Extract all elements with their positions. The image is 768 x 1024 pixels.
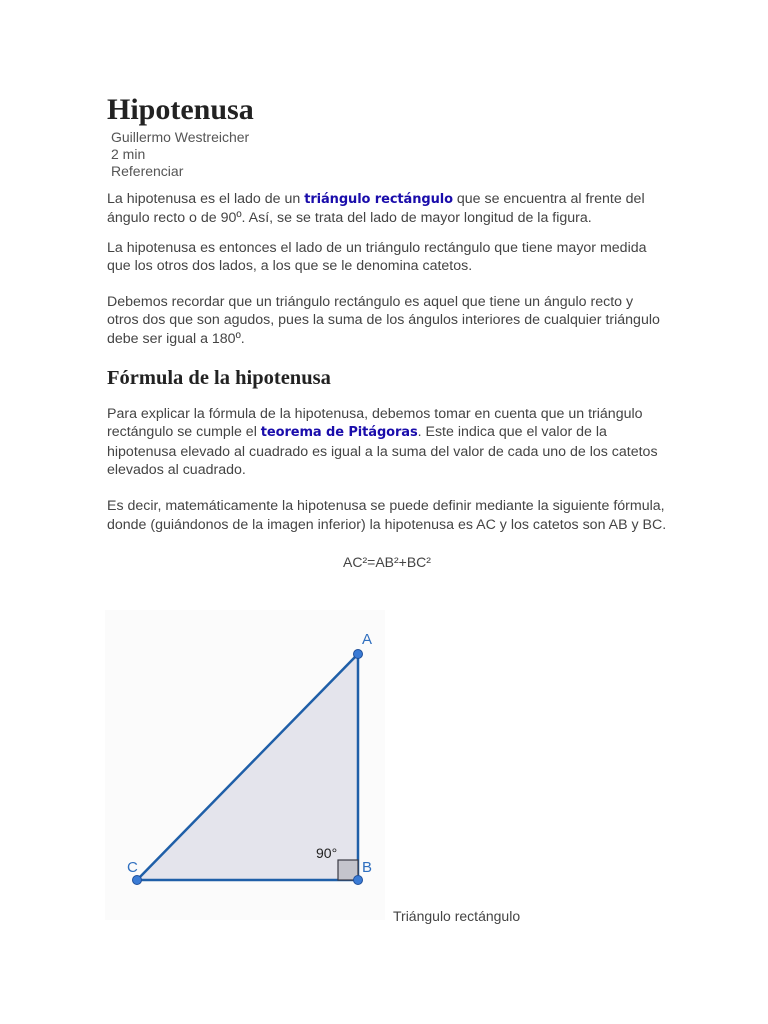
formula: AC²=AB²+BC² <box>343 553 431 570</box>
intro-paragraph-3: Debemos recordar que un triángulo rectángulo es aquel que tiene un ángulo recto y otros dos que son agudos, pues la suma de los ángulos interiores de cualquier triángulo debe ser igual a 180º. <box>107 294 660 347</box>
point-b <box>354 876 363 885</box>
angle-label: 90° <box>316 845 338 861</box>
article <box>107 92 667 571</box>
link-triangulo-rectangulo[interactable]: triángulo rectángulo <box>304 192 453 207</box>
point-c <box>133 876 142 885</box>
page-title: Hipotenusa <box>107 93 254 126</box>
point-a <box>354 650 363 659</box>
right-triangle-figure <box>105 610 385 920</box>
label-a: A <box>362 631 373 648</box>
intro-paragraph-2: La hipotenusa es entonces el lado de un triángulo rectángulo que tiene mayor medida que los otros dos lados, a los que se le denomina catetos. <box>107 239 647 274</box>
figure-caption: Triángulo rectángulo <box>393 908 521 924</box>
label-c: C <box>127 859 138 876</box>
intro-paragraph-1: La hipotenusa es el lado de un triángulo rectángulo que se encuentra al frente del ángulo recto o de 90º. Así, se se trata del lado de mayor longitud de la figura. <box>107 191 645 227</box>
label-b: B <box>362 859 373 876</box>
section-paragraph-1: Para explicar la fórmula de la hipotenusa, debemos tomar en cuenta que un triángulo rectángulo se cumple el teorema de Pitágoras. Este indica que el valor de la hipotenusa elevado al cuadrado es igual a la suma del valor de cada uno de los catetos elevados al cuadrado. <box>107 406 658 478</box>
author-name[interactable]: Guillermo Westreicher <box>111 129 250 145</box>
link-teorema-pitagoras[interactable]: teorema de Pitágoras <box>260 425 418 441</box>
read-time: 2 min <box>111 146 146 162</box>
section-paragraph-2: Es decir, matemáticamente la hipotenusa se puede definir mediante la siguiente fórmula, donde (guiándonos de la imagen inferior) la hipotenusa es AC y los catetos son AB y BC. <box>107 498 667 533</box>
cite-link[interactable]: Referenciar <box>111 163 184 179</box>
section-heading: Fórmula de la hipotenusa <box>107 367 331 390</box>
article-meta <box>111 129 667 180</box>
